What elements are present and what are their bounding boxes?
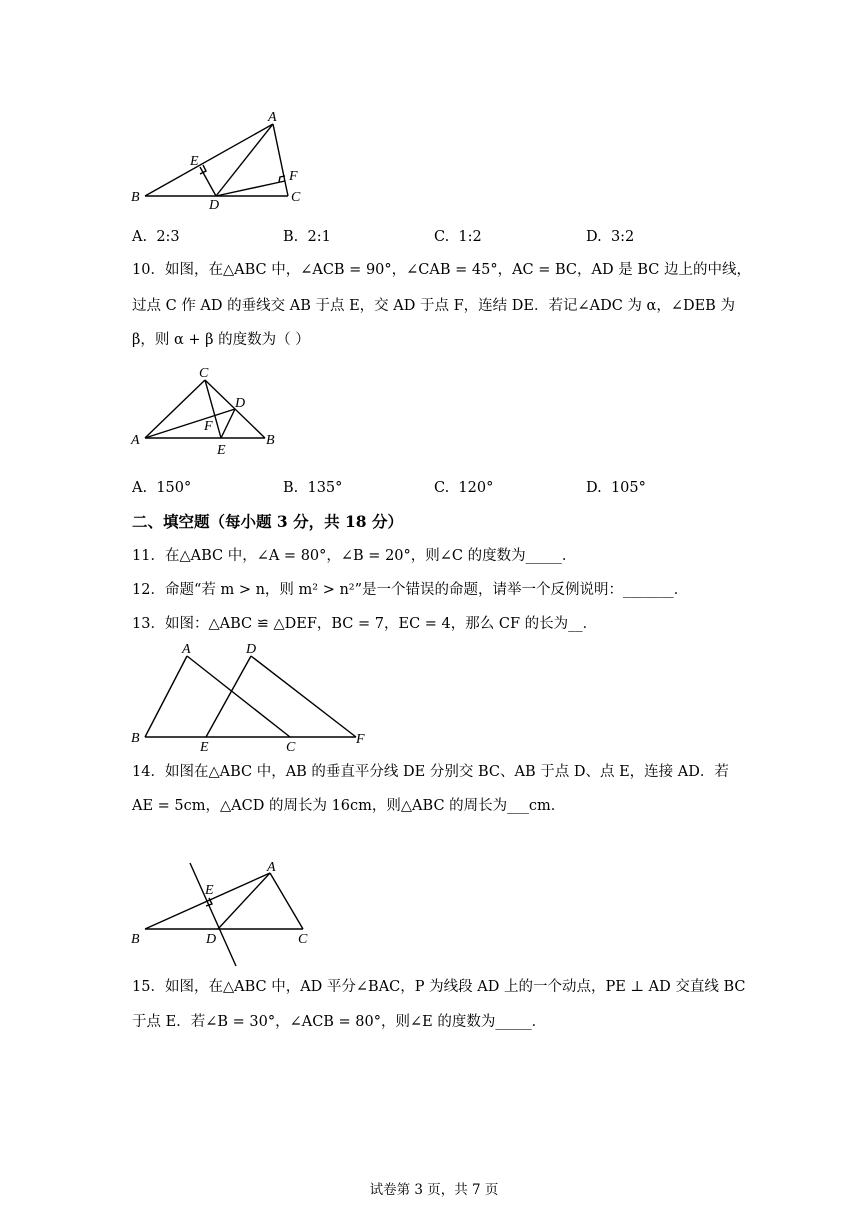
label-b: B <box>266 433 275 448</box>
label-a: A <box>131 433 140 448</box>
q14-line-2: AE = 5cm，△ACD 的周长为 16cm，则△ABC 的周长为___cm． <box>132 798 566 814</box>
q13-text: 13．如图：△ABC ≌ △DEF，BC = 7，EC = 4，那么 CF 的长为__． <box>132 616 598 632</box>
label-b: B <box>131 731 140 746</box>
q10-line-2: 过点 C 作 AD 的垂线交 AB 于点 E，交 AD 于点 F，连结 DE．若记∠ADC 为 α，∠DEB 为 <box>132 298 735 314</box>
label-a: A <box>267 860 276 875</box>
label-e: E <box>200 740 209 755</box>
q9-option-b: B. 2:1 <box>283 229 331 245</box>
label-d: D <box>235 396 246 411</box>
figure-q9 <box>125 105 315 215</box>
q14-line-1: 14．如图在△ABC 中，AB 的垂直平分线 DE 分别交 BC、AB 于点 D、点 E，连接 AD．若 <box>132 764 729 780</box>
label-a: A <box>182 642 191 657</box>
label-e: E <box>205 883 214 898</box>
q9-option-c: C. 1:2 <box>434 229 482 245</box>
label-d: D <box>209 198 220 213</box>
label-f: F <box>204 419 213 434</box>
section-heading: 二、填空题（每小题 3 分，共 18 分） <box>132 512 403 531</box>
page-footer: 试卷第 3 页，共 7 页 <box>369 1182 499 1198</box>
q15-line-1: 15．如图，在△ABC 中，AD 平分∠BAC，P 为线段 AD 上的一个动点，PE ⊥ AD 交直线 BC <box>132 979 746 995</box>
label-c: C <box>199 366 209 381</box>
label-c: C <box>298 932 308 947</box>
label-b: B <box>131 190 140 205</box>
q9-option-d: D. 3:2 <box>586 229 635 245</box>
q12-text: 12．命题“若 m > n，则 m² > n²”是一个错误的命题，请举一个反例说明：_______． <box>132 582 689 598</box>
label-d: D <box>206 932 217 947</box>
label-a: A <box>268 110 277 125</box>
label-e: E <box>190 154 199 169</box>
q10-option-b: B. 135° <box>283 480 343 496</box>
q15-line-2: 于点 E．若∠B = 30°，∠ACB = 80°，则∠E 的度数为_____． <box>132 1014 547 1030</box>
label-b: B <box>131 932 140 947</box>
q10-option-d: D. 105° <box>586 480 646 496</box>
label-e: E <box>217 443 226 458</box>
q9-option-a: A. 2:3 <box>132 229 180 245</box>
label-c: C <box>291 190 301 205</box>
label-c: C <box>286 740 296 755</box>
q10-option-c: C. 120° <box>434 480 494 496</box>
q10-line-3: β，则 α + β 的度数为（ ） <box>132 332 310 348</box>
label-d: D <box>246 642 257 657</box>
label-f: F <box>289 169 298 184</box>
q10-line-1: 10．如图，在△ABC 中，∠ACB = 90°，∠CAB = 45°，AC = BC，AD 是 BC 边上的中线， <box>132 262 751 278</box>
figure-q10 <box>125 360 285 460</box>
q11-text: 11．在△ABC 中，∠A = 80°，∠B = 20°，则∠C 的度数为_____． <box>132 548 577 564</box>
q10-option-a: A. 150° <box>132 480 192 496</box>
figure-q13 <box>125 636 375 756</box>
label-f: F <box>356 732 365 747</box>
figure-q14 <box>125 850 325 975</box>
